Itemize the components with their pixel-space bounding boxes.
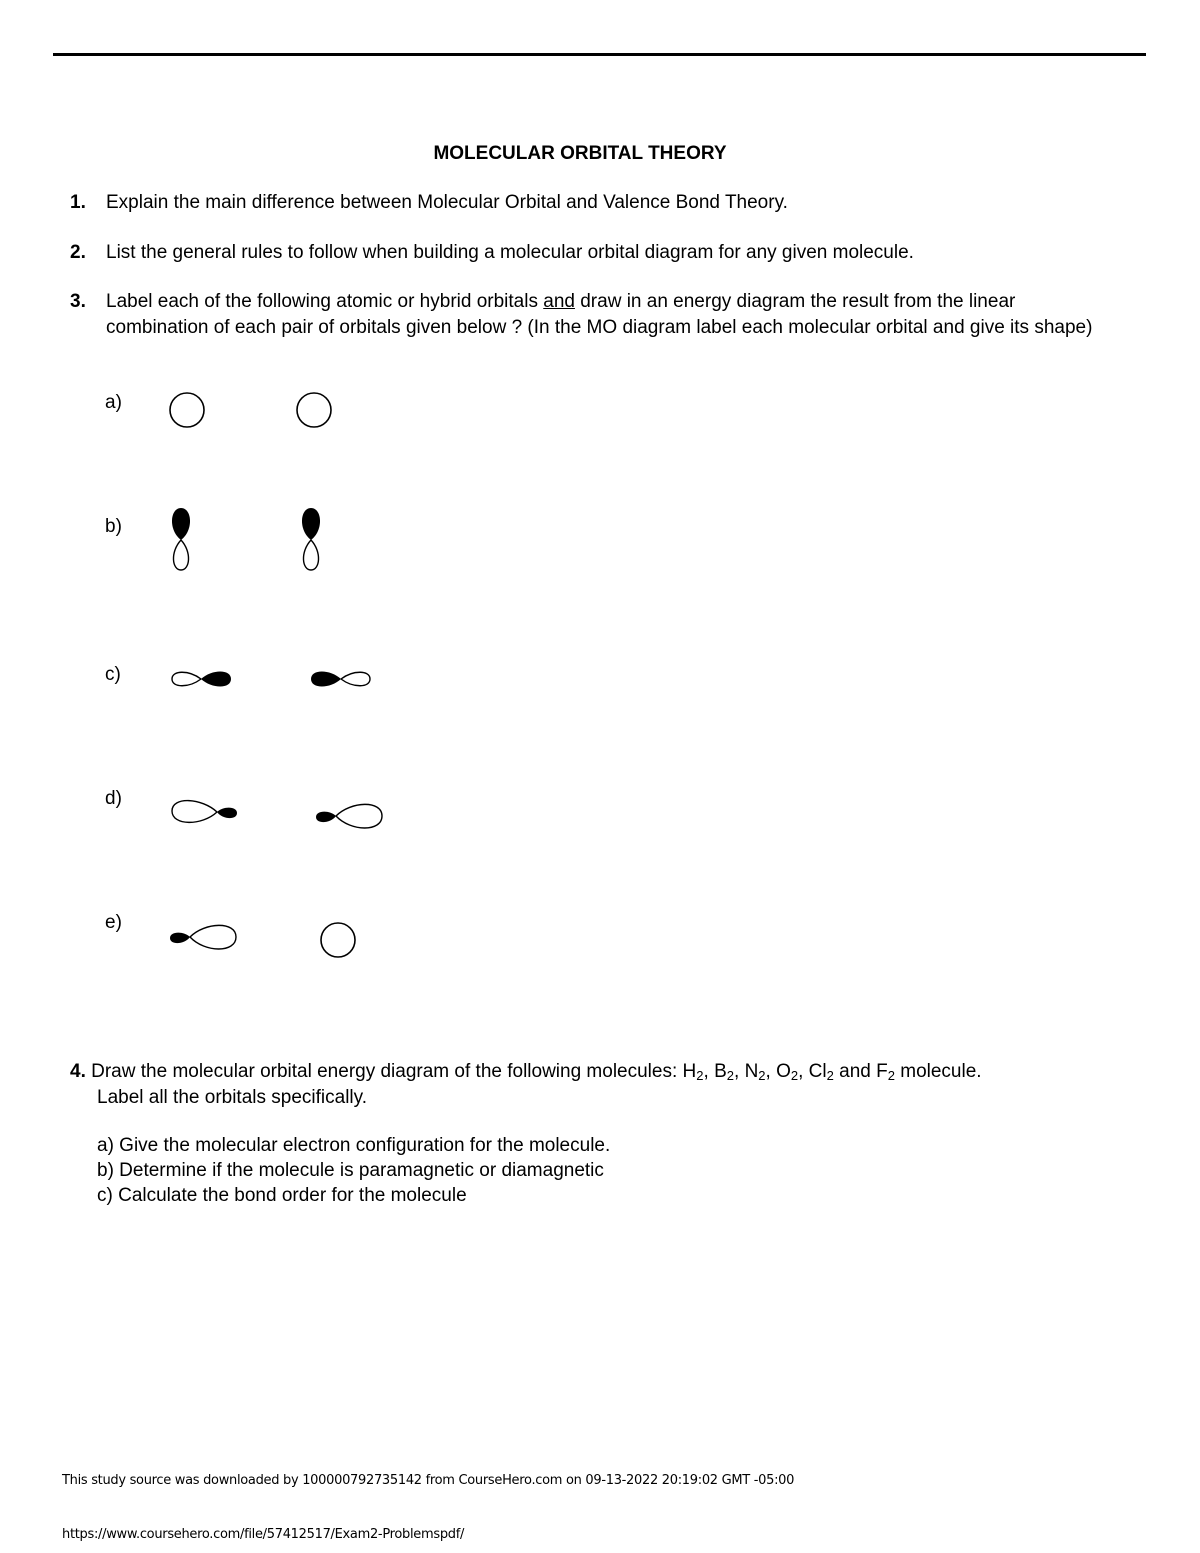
s-orbital xyxy=(321,923,355,957)
part-d-label: d) xyxy=(105,788,122,809)
question-text: List the general rules to follow when building a molecular orbital diagram for any given molecule. xyxy=(106,242,914,263)
question-text: Explain the main difference between Molecular Orbital and Valence Bond Theory. xyxy=(106,192,788,213)
p-orbital-horizontal xyxy=(311,672,370,687)
question-4-subparts xyxy=(97,1133,610,1208)
part-c-label: c) xyxy=(105,664,121,685)
p-orbital-vertical xyxy=(172,508,190,570)
question-number: 1. xyxy=(70,192,86,213)
question-number: 3. xyxy=(70,291,86,312)
hybrid-orbital xyxy=(170,925,236,949)
page-title: MOLECULAR ORBITAL THEORY xyxy=(433,143,727,164)
question-number: 2. xyxy=(70,242,86,263)
question-number: 4. xyxy=(70,1061,86,1082)
subpart-b: b) Determine if the molecule is paramagnetic or diamagnetic xyxy=(97,1160,604,1181)
molecule: $O_2$ xyxy=(776,1061,799,1083)
footer-download-note: This study source was downloaded by 100000792735142 from CourseHero.com on 09-13-2022 20:19:02 GMT -05:00 xyxy=(62,1473,795,1488)
subpart-c: c) Calculate the bond order for the molecule xyxy=(97,1185,467,1206)
hybrid-orbital xyxy=(316,804,382,828)
question-text: Label each of the following atomic or hybrid orbitals and draw in an energy diagram the result from the linear combination of each pair of orbitals given below ? (In the MO diagram label each molecular orbital and give its shape) xyxy=(106,291,1093,338)
question-text-line2: Label all the orbitals specifically. xyxy=(97,1087,368,1108)
molecule: $F_2$ xyxy=(876,1061,895,1083)
hybrid-orbital xyxy=(172,801,237,823)
s-orbital xyxy=(297,393,331,427)
p-orbital-vertical xyxy=(302,508,320,570)
underlined-word: and xyxy=(543,291,575,312)
molecule: $H_2$ xyxy=(682,1061,704,1083)
p-orbital-horizontal xyxy=(172,672,231,687)
s-orbital xyxy=(170,393,204,427)
footer-url[interactable]: https://www.coursehero.com/file/57412517/Exam2-Problemspdf/ xyxy=(62,1527,465,1542)
molecule-list: $H_2$, $B_2$, $N_2$, $O_2$, $Cl_2$ and $F_2$ molecule. xyxy=(682,1061,982,1083)
molecule: $N_2$ xyxy=(744,1061,766,1083)
part-b-label: b) xyxy=(105,516,122,537)
molecule: $B_2$ xyxy=(714,1061,734,1083)
question-4 xyxy=(70,1059,1150,1111)
question-text: Draw the molecular orbital energy diagram of the following molecules: xyxy=(85,1061,683,1082)
part-e-label: e) xyxy=(105,912,122,933)
part-a-label: a) xyxy=(105,392,122,413)
subpart-a: a) Give the molecular electron configuration for the molecule. xyxy=(97,1135,611,1156)
molecule: $Cl_2$ xyxy=(808,1061,834,1083)
